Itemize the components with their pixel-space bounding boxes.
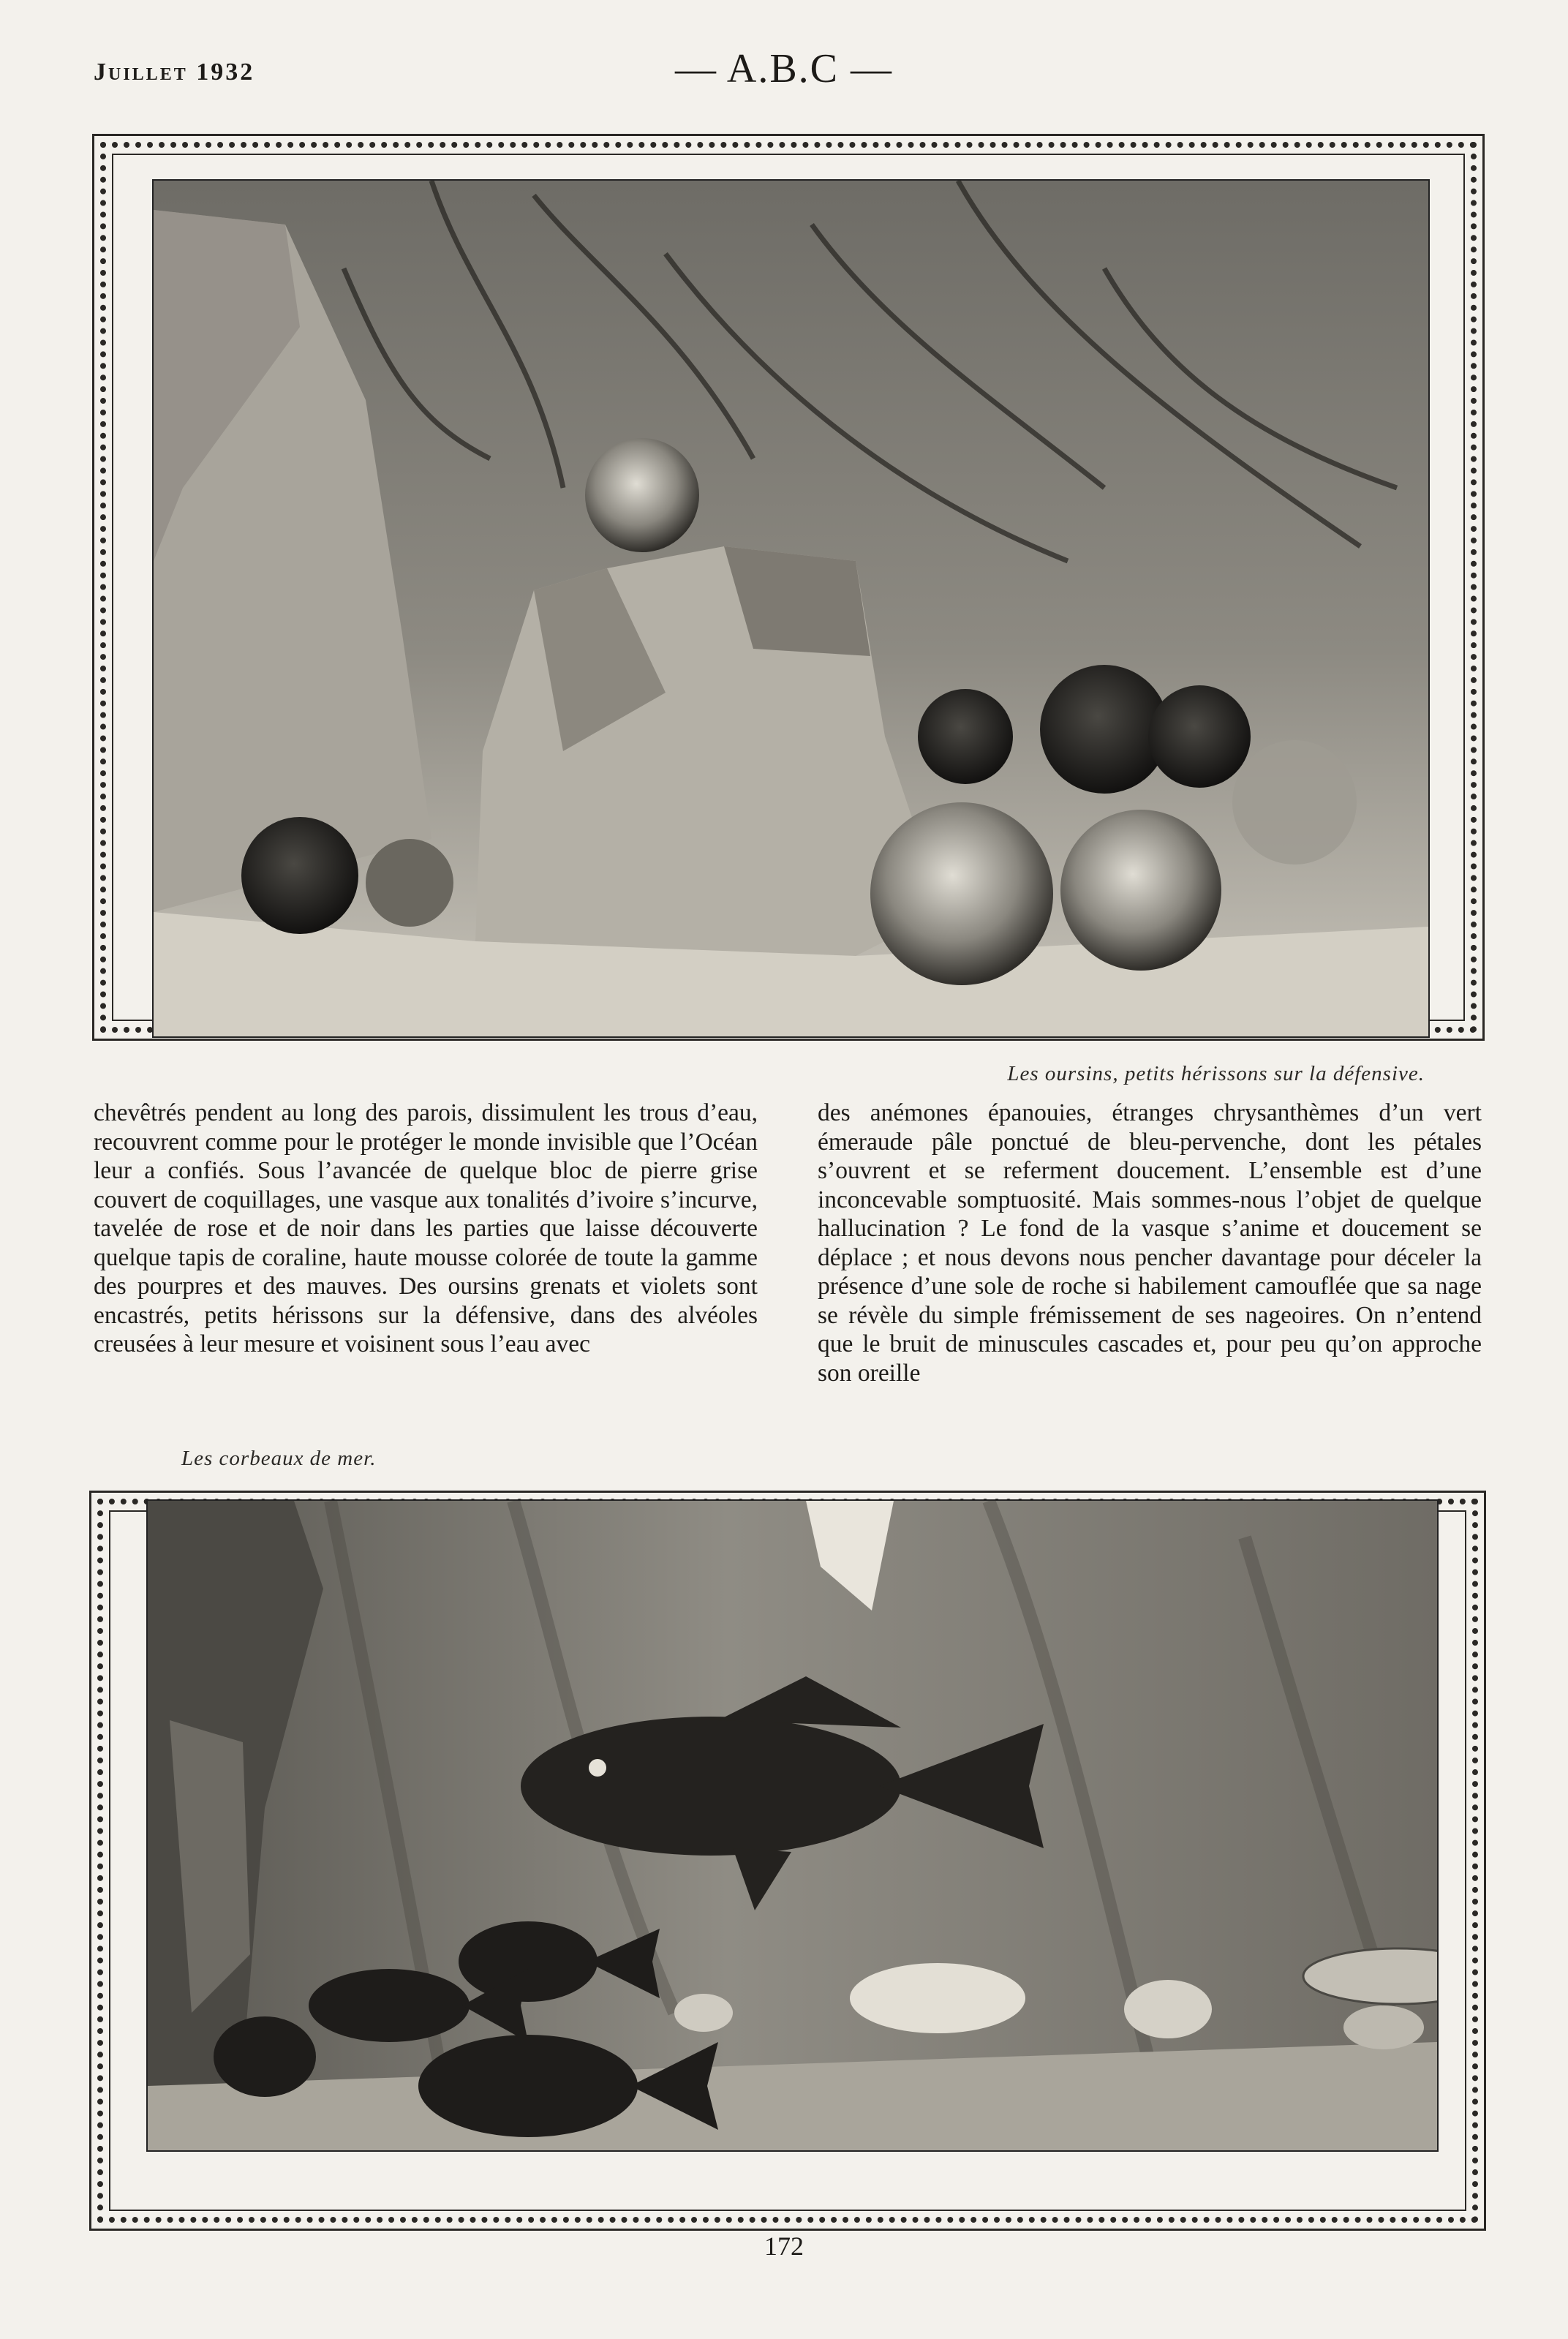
- header-date: Juillet 1932: [94, 59, 255, 86]
- figure-2-caption: Les corbeaux de mer.: [181, 1447, 377, 1470]
- article-column-right: [818, 1099, 1482, 1387]
- figure-1-caption: Les oursins, petits hérissons sur la défensive.: [1007, 1062, 1425, 1085]
- article-column-left: [94, 1099, 758, 1359]
- magazine-title: — A.B.C —: [674, 46, 894, 91]
- article-paragraph-right: des anémones épanouies, étranges chrysanthèmes d’un vert émeraude pâle ponctué de bleu-pervenche, dont les pétales s’ouvrent et se referment doucement. L’ensemble est d’une inconcevable somptuosité. Mais sommes-nous l’objet de quelque hallucination ? Le fond de la vasque s’anime et doucement se déplace ; et nous devons nous pencher davantage pour déceler la présence d’une sole de roche si habilement camouflée que sa nage se révèle du simple frémissement de ses nageoires. On n’entend que le bruit de minuscules cascades et, pour peu qu’on approche son oreille: [818, 1099, 1482, 1387]
- fish-photo: [146, 1499, 1439, 2152]
- page-number: 172: [764, 2231, 804, 2261]
- article-paragraph-left: chevêtrés pendent au long des parois, dissimulent les trous d’eau, recouvrent comme pour le protéger le monde invisible que l’Océan leur a confiés. Sous l’avancée de quelque bloc de pierre grise couvert de coquillages, une vasque aux tonalités d’ivoire s’incurve, tavelée de rose et de noir dans les parties que laisse découverte quelque tapis de coraline, haute mousse colorée de toute la gamme des pourpres et des mauves. Des oursins grenats et violets sont encastrés, petits hérissons sur la défensive, dans des alvéoles creusées à leur mesure et voisinent sous l’eau avec: [94, 1099, 758, 1357]
- sea-urchin-photo: [152, 179, 1430, 1038]
